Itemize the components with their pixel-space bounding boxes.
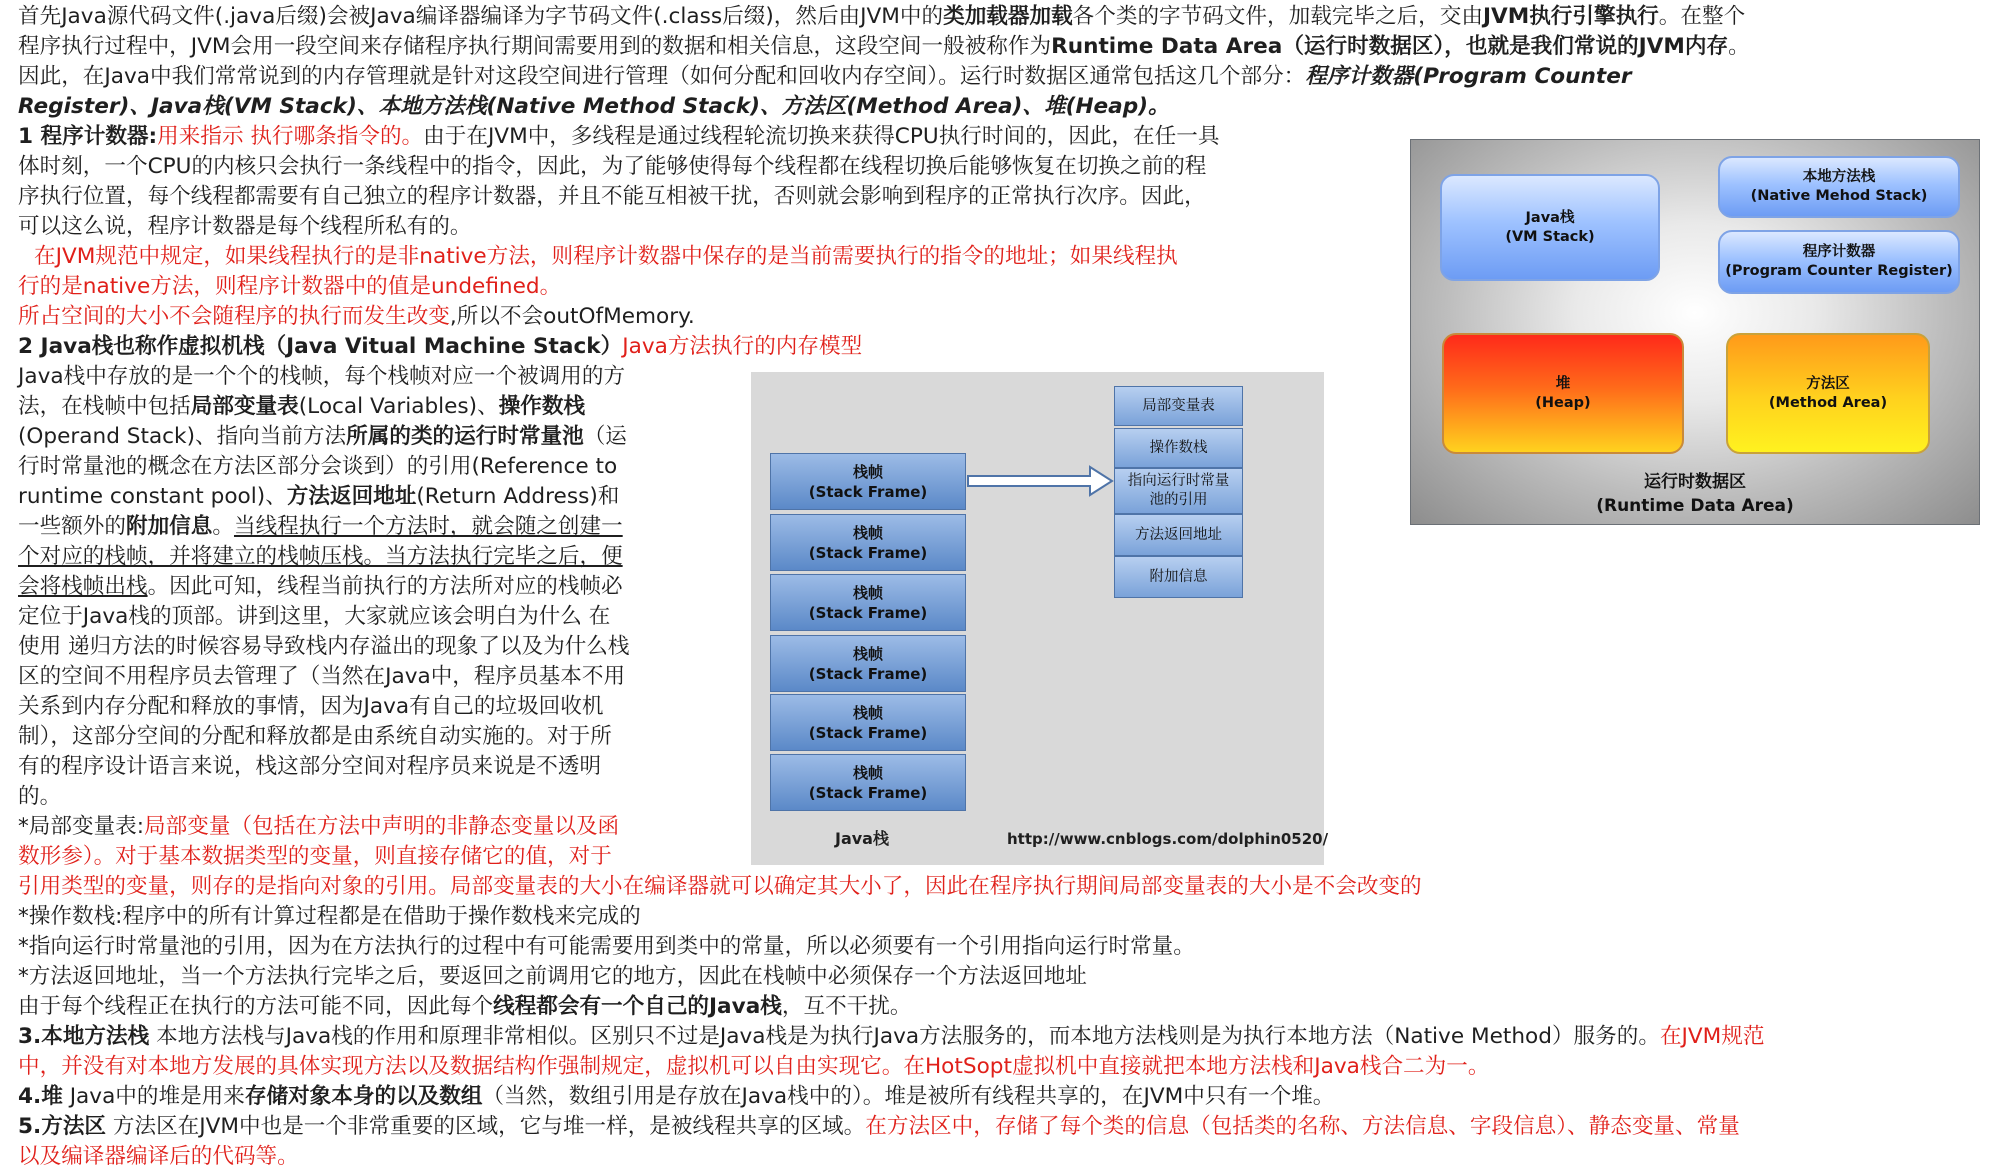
highlight-line: 中，并没有对本地方发展的具体实现方法以及数据结构作强制规定，虚拟机可以自由实现它。在HotSopt虚拟机中直接就把本地方法栈和Java栈合二为一。 [18, 1054, 1490, 1079]
section-line [18, 302, 695, 332]
section-line: 体时刻，一个CPU的内核只会执行一条线程中的指令，因此，为了能够使得每个线程都在线程切换后能够恢复在切换之前的程 [18, 154, 1207, 179]
section-line [18, 452, 617, 482]
highlight-run: 数形参）。对于基本数据类型的变量，则直接存储它的值，对于 [18, 844, 612, 869]
text-run: 。 [212, 514, 234, 539]
text-run: (Operand Stack)、指向当前方法 [18, 424, 347, 449]
text-run: 各个类的字节码文件，加载完毕之后，交由 [1072, 4, 1483, 29]
text-run: 使用 递归方法的时候容易导致栈内存溢出的现象了以及为什么栈 [18, 634, 630, 659]
frame-label: 栈帧 [852, 523, 883, 542]
heap-box [1442, 333, 1684, 454]
highlight-line [18, 842, 612, 872]
section-line [18, 1082, 1334, 1112]
java-stack-diagram [751, 372, 1329, 865]
underline-run: 会将栈帧出栈 [18, 574, 148, 599]
text-run: 关系到内存分配和释放的事情，因为Java有自己的垃圾回收机 [18, 694, 604, 719]
box-label: (Method Area) [1768, 394, 1888, 411]
highlight-run: Java方法执行的内存模型 [622, 334, 863, 359]
intro-line [18, 2, 1745, 32]
bold-run: 方法返回地址 [286, 484, 417, 509]
stack-frame [770, 635, 966, 692]
native-method-stack-box [1718, 156, 1960, 218]
frame-label: (Stack Frame) [808, 664, 928, 683]
box-label: 程序计数器 [1802, 244, 1876, 260]
runtime-diagram-title: 运行时数据区 [1644, 472, 1746, 492]
section-line [18, 632, 630, 662]
bold-run: 局部变量表 [190, 394, 299, 419]
runtime-diagram-title: (Runtime Data Area) [1596, 496, 1794, 516]
section-heading: 5.方法区 [18, 1114, 107, 1139]
text-run: Java中的堆是用来 [62, 1084, 245, 1109]
section-line [18, 362, 625, 392]
section-line: 序执行位置，每个线程都需要有自己独立的程序计数器，并且不能互相被干扰，否则就会影响到程序的正常执行次序。因此， [18, 184, 1206, 209]
text-run: 首先Java源代码文件(.java后缀)会被Java编译器编译为字节码文件(.class后缀)，然后由JVM中的 [18, 4, 944, 29]
section-line [18, 812, 619, 842]
text-run: （当然，数组引用是存放在Java栈中的）。堆是被所有线程共享的，在JVM中只有一个堆。 [482, 1084, 1335, 1109]
text-run: *局部变量表: [18, 814, 145, 839]
text-run: 由于每个线程正在执行的方法可能不同，因此每个 [18, 994, 494, 1019]
section-heading: 1 程序计数器: [18, 124, 158, 149]
highlight-line: 在JVM规范中规定，如果线程执行的是非native方法，则程序计数器中保存的是当前需要执行的指令的地址；如果线程执 [34, 244, 1178, 269]
intro-line [18, 62, 1632, 92]
intro-line: Register)、Java栈(VM Stack)、本地方法栈(Native Method Stack)、方法区(Method Area)、堆(Heap)。 [18, 94, 1170, 119]
section-line [18, 752, 601, 782]
method-area-box [1726, 333, 1930, 454]
highlight-run: 用来指示 执行哪条指令的。 [157, 124, 424, 149]
text-run: 一些额外的 [18, 514, 126, 539]
stack-frame [770, 514, 966, 571]
runtime-data-area-diagram [1410, 139, 1980, 525]
highlight-line: 引用类型的变量，则存的是指向对象的引用。局部变量表的大小在编译器就可以确定其大小了，因此在程序执行期间局部变量表的大小是不会改变的 [18, 874, 1422, 899]
text-run: 因此，在Java中我们常常说到的内存管理就是针对这段空间进行管理（如何分配和回收内存空间）。运行时数据区通常包括这几个部分： [18, 64, 1306, 89]
bold-run: 存储对象本身的以及数组 [244, 1084, 483, 1109]
section-line [18, 332, 862, 362]
underline-run: 个对应的栈帧，并将建立的栈帧压栈。当方法执行完毕之后，便 [18, 544, 623, 569]
section-line [18, 692, 603, 722]
text-run: 区的空间不用程序员去管理了（当然在Java中，程序员基本不用 [18, 664, 626, 689]
section-line [18, 602, 610, 632]
stack-frame [770, 754, 966, 811]
text-run: 。在整个 [1658, 4, 1746, 29]
highlight-run: 局部变量（包括在方法中声明的非静态变量以及函 [144, 814, 620, 839]
section-line [18, 1112, 1740, 1142]
bold-run: 附加信息 [125, 514, 213, 539]
stack-frame [770, 574, 966, 631]
section-line: *指向运行时常量池的引用，因为在方法执行的过程中有可能需要用到类中的常量，所以必须要有一个引用指向运行时常量。 [18, 934, 1195, 959]
section-line: *方法返回地址，当一个方法执行完毕之后，要返回之前调用它的地方，因此在栈帧中必须保存一个方法返回地址 [18, 964, 1087, 989]
bold-run: JVM执行引擎执行 [1482, 4, 1659, 29]
bold-run: 所属的类的运行时常量池 [346, 424, 584, 449]
section-line [18, 782, 61, 812]
text-run: 行时常量池的概念在方法区部分会谈到）的引用(Reference to [18, 454, 618, 479]
text-run: 有的程序设计语言来说，栈这部分空间对程序员来说是不透明 [18, 754, 602, 779]
text-run: (Local Variables)、 [298, 394, 499, 419]
text-run: 。因此可知，线程当前执行的方法所对应的栈帧必 [147, 574, 623, 599]
frame-label: 栈帧 [852, 763, 883, 782]
text-run: 的。 [18, 784, 62, 809]
box-label: Java栈 [1525, 209, 1575, 226]
bold-run: 操作数栈 [498, 394, 586, 419]
frame-part-return-address: 方法返回地址 [1114, 514, 1243, 556]
highlight-line: 以及编译器编译后的代码等。 [18, 1144, 299, 1169]
box-label: (Program Counter Register) [1725, 263, 1953, 279]
text-run: 本地方法栈与Java栈的作用和原理非常相似。区别只不过是Java栈是为执行Java方法服务的，而本地方法栈则是为执行本地方法（Native Method）服务的。 [149, 1024, 1660, 1049]
stack-frame [770, 694, 966, 751]
frame-label: 栈帧 [852, 644, 883, 663]
frame-label: (Stack Frame) [808, 603, 928, 622]
text-run: Java栈中存放的是一个个的栈帧，每个栈帧对应一个被调用的方 [18, 364, 626, 389]
section-line [18, 512, 623, 542]
text-run: 程序执行过程中，JVM会用一段空间来存储程序执行期间需要用到的数据和相关信息，这段空间一般被称作为 [18, 34, 1052, 59]
frame-label: 栈帧 [852, 462, 883, 481]
frame-label: 栈帧 [852, 583, 883, 602]
highlight-run: 在JVM规范 [1659, 1024, 1765, 1049]
frame-label: (Stack Frame) [808, 482, 928, 501]
section-line [18, 482, 619, 512]
text-run: 定位于Java栈的顶部。讲到这里，大家就应该会明白为什么 在 [18, 604, 611, 629]
text-run: 法，在栈帧中包括 [18, 394, 191, 419]
highlight-line: 行的是native方法，则程序计数器中的值是undefined。 [18, 274, 562, 299]
frame-part-extra-info: 附加信息 [1114, 556, 1243, 598]
box-label: 本地方法栈 [1802, 169, 1876, 185]
box-label: 堆 [1555, 375, 1571, 392]
frame-label: (Stack Frame) [808, 783, 928, 802]
box-label: (Native Mehod Stack) [1750, 188, 1928, 204]
section-line: *操作数栈:程序中的所有计算过程都是在借助于操作数栈来完成的 [18, 904, 641, 929]
text-run: ,所以不会outOfMemory. [449, 304, 695, 329]
bold-run: 类加载器加载 [943, 4, 1073, 29]
section-line [18, 992, 911, 1022]
section-line [18, 122, 1219, 152]
box-label: (Heap) [1535, 394, 1591, 411]
section-line [18, 662, 625, 692]
section-heading: 2 Java栈也称作虚拟机栈（Java Vitual Machine Stack） [18, 334, 623, 359]
bold-run: 线程都会有一个自己的Java栈 [493, 994, 782, 1019]
text-run: 由于在JVM中，多线程是通过线程轮流切换来获得CPU执行时间的，因此，在任一具 [423, 124, 1220, 149]
text-run: 方法区在JVM中也是一个非常重要的区域，它与堆一样，是被线程共享的区域。 [106, 1114, 866, 1139]
section-line [18, 422, 627, 452]
source-url: http://www.cnblogs.com/dolphin0520/ [1007, 830, 1329, 848]
bold-italic-run: 程序计数器(Program Counter [1305, 64, 1632, 89]
text-run: （运 [583, 424, 627, 449]
underline-run: 当线程执行一个方法时，就会随之创建一 [233, 514, 623, 539]
java-stack-label: Java栈 [835, 829, 889, 848]
section-heading: 3.本地方法栈 [18, 1024, 150, 1049]
text-run: runtime constant pool)、 [18, 484, 287, 509]
java-stack-box [1440, 174, 1660, 281]
section-line [18, 542, 623, 572]
frame-label: (Stack Frame) [808, 543, 928, 562]
bold-run: Runtime Data Area（运行时数据区），也就是我们常说的JVM内存 [1051, 34, 1729, 59]
section-line [18, 572, 623, 602]
section-heading: 4.堆 [18, 1084, 63, 1109]
box-label: 方法区 [1806, 375, 1850, 392]
text-run: ，互不干扰。 [781, 994, 912, 1019]
box-label: (VM Stack) [1505, 228, 1595, 245]
frame-label: 栈帧 [852, 703, 883, 722]
frame-part-local-variables: 局部变量表 [1114, 386, 1243, 426]
frame-label: (Stack Frame) [808, 723, 928, 742]
intro-line [18, 32, 1750, 62]
frame-part-operand-stack: 操作数栈 [1114, 428, 1243, 468]
program-counter-box [1718, 230, 1960, 294]
arrow-icon [966, 464, 1116, 498]
stack-frame-top [770, 453, 966, 510]
text-run: (Return Address)和 [416, 484, 620, 509]
highlight-run: 在方法区中，存储了每个类的信息（包括类的名称、方法信息、字段信息）、静态变量、常量 [865, 1114, 1740, 1139]
section-line [18, 1022, 1765, 1052]
section-line: 可以这么说，程序计数器是每个线程所私有的。 [18, 214, 472, 239]
highlight-run: 所占空间的大小不会随程序的执行而发生改变 [18, 304, 450, 329]
text-run: 制），这部分空间的分配和释放都是由系统自动实施的。对于所 [18, 724, 612, 749]
text-run: 。 [1728, 34, 1750, 59]
section-line [18, 722, 612, 752]
frame-part-constant-pool-ref: 指向运行时常量池的引用 [1114, 468, 1243, 514]
section-line [18, 392, 585, 422]
